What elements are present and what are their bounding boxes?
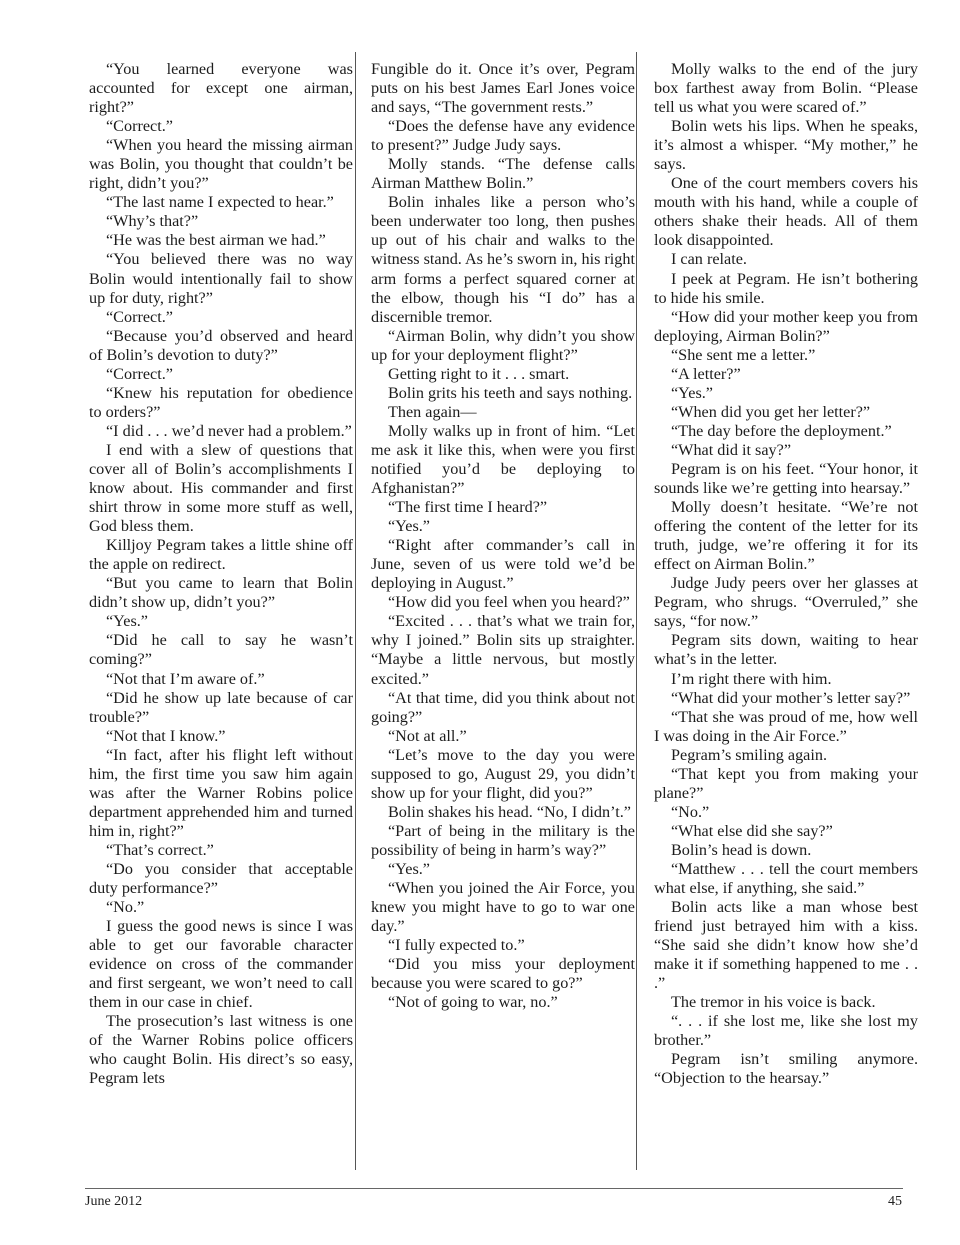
paragraph: Pegram is on his feet. “Your honor, it sounds like we’re getting into hearsay.”: [654, 459, 918, 498]
paragraph: “Why’s that?”: [106, 212, 199, 231]
paragraph: “How did your mother keep you from deploying, Airman Bolin?”: [654, 307, 918, 345]
paragraph: “What did it say?”: [671, 440, 792, 459]
paragraph: Bolin wets his lips. When he speaks, it’s almost a whisper. “My mother,” he says.: [654, 117, 918, 174]
paragraph: “Matthew . . . tell the court members what else, if anything, she said.”: [654, 859, 918, 898]
text-column-3: [654, 60, 918, 1089]
paragraph: “Not of going to war, no.”: [388, 993, 558, 1012]
paragraph: One of the court members covers his mouth with his hand, while a couple of others shake their heads. All of them look disappointed.: [654, 174, 918, 250]
paragraph: The prosecution’s last witness is one of the Warner Robins police officers who caught Bolin. His direct’s so easy, Pegram lets: [89, 1012, 353, 1088]
column-divider: [355, 52, 356, 1170]
paragraph: “Do you consider that acceptable duty performance?”: [89, 859, 353, 898]
paragraph: “Correct.”: [106, 307, 173, 326]
paragraph: “A letter?”: [671, 364, 741, 383]
paragraph: I’m right there with him.: [671, 669, 832, 688]
paragraph: Molly doesn’t hesitate. “We’re not offering the content of the letter for its truth, judge, we’re offering it for its effect on Airman Bolin.”: [654, 498, 918, 574]
column-divider: [636, 52, 637, 1170]
paragraph: “That she was proud of me, how well I was doing in the Air Force.”: [654, 707, 918, 745]
paragraph: “What did your mother’s letter say?”: [671, 688, 911, 707]
paragraph: “You learned everyone was accounted for except one airman, right?”: [89, 60, 353, 117]
paragraph: “Did you miss your deployment because you were scared to go?”: [371, 955, 635, 993]
paragraph: “Knew his reputation for obedience to orders?”: [89, 383, 353, 421]
paragraph: “Yes.”: [106, 612, 148, 631]
paragraph: “At that time, did you think about not going?”: [371, 688, 635, 726]
paragraph: Pegram’s smiling again.: [671, 745, 828, 764]
paragraph: “Correct.”: [106, 117, 173, 136]
paragraph: “Not that I know.”: [106, 726, 226, 745]
paragraph: I can relate.: [671, 250, 747, 269]
paragraph: The tremor in his voice is back.: [671, 993, 876, 1012]
paragraph: “When you joined the Air Force, you knew you might have to go to war one day.”: [371, 879, 635, 936]
text-column-1: [89, 60, 353, 1089]
paragraph: Molly walks to the end of the jury box farthest away from Bolin. “Please tell us what you were scared of.”: [654, 60, 918, 117]
text-column-2: [371, 60, 635, 1012]
paragraph: “Part of being in the military is the possibility of being in harm’s way?”: [371, 821, 635, 859]
paragraph: “Did he call to say he wasn’t coming?”: [89, 631, 353, 669]
paragraph: “Because you’d observed and heard of Bolin’s devotion to duty?”: [89, 326, 353, 364]
paragraph: “In fact, after his flight left without him, the first time you saw him again was after the Warner Robins police department apprehended him and turned him in, right?”: [89, 745, 353, 840]
paragraph: “Yes.”: [388, 859, 430, 878]
paragraph: “No.”: [106, 898, 145, 917]
paragraph: Bolin shakes his head. “No, I didn’t.”: [388, 802, 631, 821]
paragraph: “When you heard the missing airman was Bolin, you thought that couldn’t be right, didn’t you?”: [89, 136, 353, 193]
paragraph: “Let’s move to the day you were supposed to go, August 29, you didn’t show up for your flight, did you?”: [371, 745, 635, 802]
page-number: 45: [888, 1194, 902, 1209]
paragraph: “Right after commander’s call in June, seven of us were told we’d be deploying in August.”: [371, 536, 635, 593]
paragraph: “No.”: [671, 802, 710, 821]
paragraph: “You believed there was no way Bolin would intentionally fail to show up for duty, right?”: [89, 250, 353, 307]
paragraph: Bolin grits his teeth and says nothing.: [388, 383, 633, 402]
paragraph: “Yes.”: [671, 383, 713, 402]
paragraph: “Did he show up late because of car trouble?”: [89, 688, 353, 726]
paragraph: “Yes.”: [388, 517, 430, 536]
paragraph: Bolin inhales like a person who’s been underwater too long, then pushes up out of his chair and walks to the witness stand. As he’s sworn in, his right arm forms a perfect squared corner at the elbow, though his “I do” has a discernible tremor.: [371, 193, 635, 326]
paragraph: Bolin acts like a man whose best friend just betrayed him with a kiss. “She said she didn’t know how she’d make it if something happened to me . . .”: [654, 898, 918, 993]
paragraph: Then again—: [388, 402, 477, 421]
paragraph: “What else did she say?”: [671, 821, 833, 840]
paragraph: “How did you feel when you heard?”: [388, 593, 630, 612]
paragraph: “But you came to learn that Bolin didn’t show up, didn’t you?”: [89, 574, 353, 612]
paragraph: Pegram isn’t smiling anymore. “Objection to the hearsay.”: [654, 1050, 918, 1088]
paragraph: “Not that I’m aware of.”: [106, 669, 265, 688]
paragraph: I peek at Pegram. He isn’t bothering to hide his smile.: [654, 269, 918, 307]
paragraph: Killjoy Pegram takes a little shine off the apple on redirect.: [89, 536, 353, 574]
paragraph: “The first time I heard?”: [388, 498, 548, 517]
paragraph: “I fully expected to.”: [388, 936, 525, 955]
paragraph: “Correct.”: [106, 364, 173, 383]
paragraph: Bolin’s head is down.: [671, 840, 812, 859]
paragraph: Getting right to it . . . smart.: [388, 364, 570, 383]
paragraph: “The last name I expected to hear.”: [106, 193, 334, 212]
paragraph: “When did you get her letter?”: [671, 402, 871, 421]
paragraph: I guess the good news is since I was able to get our favorable character evidence on cross of the commander and first sergeant, we won’t need to call them in our case in chief.: [89, 917, 353, 1012]
footer-rule: [85, 1188, 903, 1189]
paragraph: “. . . if she lost me, like she lost my brother.”: [654, 1012, 918, 1050]
paragraph: “That kept you from making your plane?”: [654, 764, 918, 802]
paragraph: “Excited . . . that’s what we train for, why I joined.” Bolin sits up straighter. “Maybe a little nervous, but mostly excited.”: [371, 612, 635, 688]
paragraph: “Not at all.”: [388, 726, 467, 745]
paragraph: Pegram sits down, waiting to hear what’s in the letter.: [654, 631, 918, 669]
paragraph: “Does the defense have any evidence to present?” Judge Judy says.: [371, 117, 635, 155]
paragraph: Judge Judy peers over her glasses at Pegram, who shrugs. “Overruled,” she says, “for now.”: [654, 574, 918, 631]
paragraph: Molly walks up in front of him. “Let me ask it like this, when were you first notified you’d be deploying to Afghanistan?”: [371, 421, 635, 498]
paragraph: “That’s correct.”: [106, 840, 214, 859]
paragraph: Molly stands. “The defense calls Airman Matthew Bolin.”: [371, 155, 635, 193]
paragraph: “The day before the deployment.”: [671, 421, 892, 440]
paragraph: I end with a slew of questions that cover all of Bolin’s accomplishments I know about. His commander and first shirt throw in some more stuff as well, God bless them.: [89, 440, 353, 536]
paragraph: “I did . . . we’d never had a problem.”: [106, 421, 352, 440]
paragraph: “He was the best airman we had.”: [106, 231, 326, 250]
issue-date: June 2012: [85, 1194, 143, 1209]
paragraph: “She sent me a letter.”: [671, 345, 816, 364]
paragraph: Fungible do it. Once it’s over, Pegram puts on his best James Earl Jones voice and says, “The government rests.”: [371, 60, 635, 117]
paragraph: “Airman Bolin, why didn’t you show up for your deployment flight?”: [371, 326, 635, 364]
